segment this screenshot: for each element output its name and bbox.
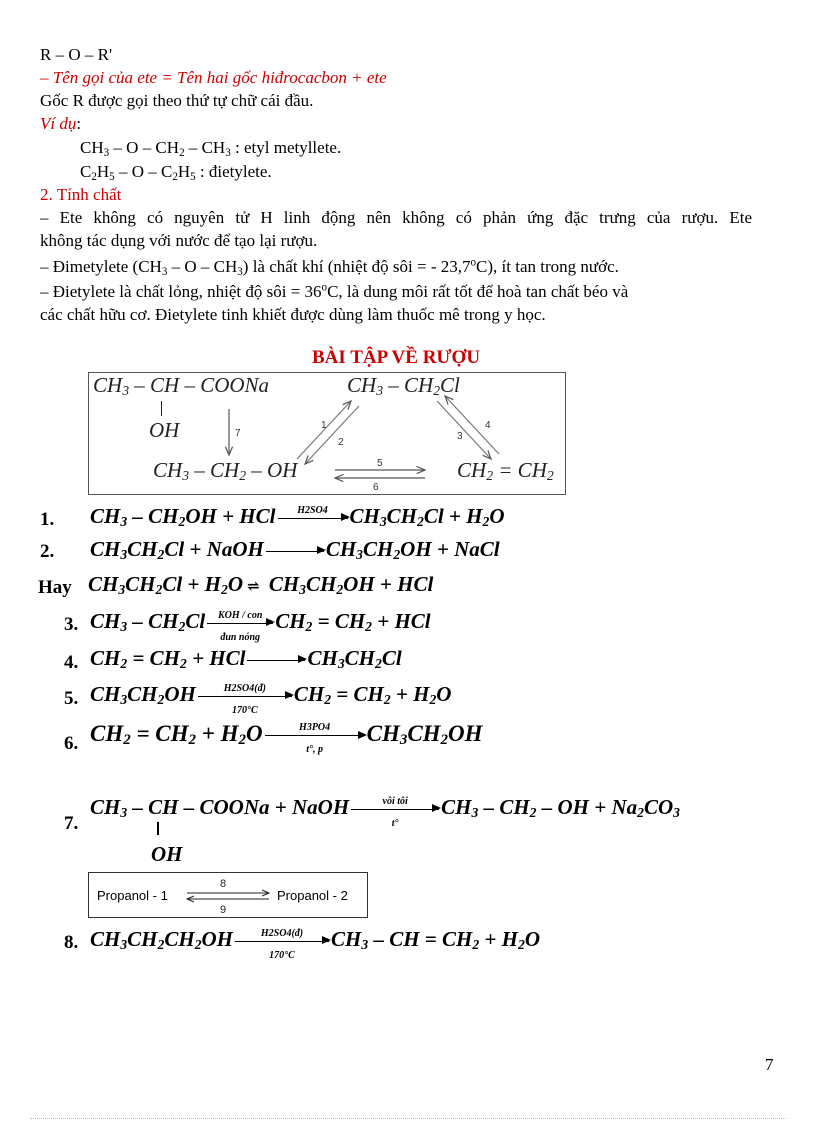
- order-rule: Gốc R được gọi theo thứ tự chữ cái đầu.: [40, 91, 314, 110]
- reaction-5-number: 5.: [64, 688, 79, 709]
- scheme-oh: OH: [149, 418, 180, 442]
- propanol-box: [88, 872, 368, 918]
- scheme-label-6: 6: [373, 482, 379, 493]
- reaction-4: $CH_2 = CH_2$ + HCl $CH_3CH_2Cl$: [90, 646, 402, 671]
- reaction-6-number: 6.: [64, 733, 79, 754]
- page-number: 7: [765, 1055, 774, 1074]
- scheme-ethylene: $CH_2 = CH_2$: [457, 458, 554, 483]
- page-bottom-divider: [30, 1118, 786, 1119]
- example-2: $C_2H_5$ – O – $C_2H_5$ : đietylete.: [80, 162, 272, 183]
- properties-p3-line2: các chất hữu cơ. Đietylete tinh khiết được dùng làm thuốc mê trong y học.: [40, 305, 546, 324]
- exercise-title: BÀI TẬP VỀ RƯỢU: [312, 347, 481, 368]
- properties-heading: 2. Tính chất: [40, 185, 122, 204]
- propanol-label-9: 9: [220, 904, 227, 916]
- reaction-5: $CH_3CH_2OH$ $\frac{H2SO4(đ)}{170^\circ C}$ $CH_2 = CH_2 + H_2O$: [90, 682, 452, 716]
- scheme-label-3: 3: [457, 431, 463, 442]
- general-formula: R – O – R': [40, 45, 113, 64]
- scheme-arrows: [89, 373, 567, 496]
- scheme-ethanol: $CH_3 - CH_2$ – OH: [153, 458, 298, 483]
- scheme-label-4: 4: [485, 420, 491, 431]
- propanol-1: Propanol - 1: [97, 888, 168, 903]
- properties-p1-line2: không tác dụng với nước để tạo lại rượu.: [40, 231, 318, 250]
- properties-p1-line1: – Ete không có nguyên tử H linh động nên không có phản ứng đặc trưng của rượu. Ete: [40, 208, 752, 227]
- properties-p2: – Đimetylete ($CH_3$ – O – $CH_3$) là chất khí (nhiệt độ sôi = - 23,7$^o$C), ít tan trong nước.: [40, 256, 619, 278]
- reaction-2-number: 2.: [40, 541, 55, 562]
- propanol-2: Propanol - 2: [277, 888, 348, 903]
- reaction-scheme: [88, 372, 566, 495]
- reaction-7-oh: OH: [151, 842, 183, 866]
- reaction-7-number: 7.: [64, 813, 79, 834]
- scheme-arrow-4: [445, 396, 499, 454]
- scheme-sodium-lactate: $CH_3$ – CH – COONa: [93, 373, 270, 398]
- propanol-label-8: 8: [220, 878, 227, 890]
- example-1: $CH_3$ – O – $CH_2 - CH_3$ : etyl metyllete.: [80, 138, 342, 159]
- reaction-7: $CH_3$ – CH – COONa + NaOH vôi tôi t° $CH_3 - CH_2$ – OH + $Na_2CO_3$: [90, 795, 680, 829]
- example-2-name: : đietylete.: [199, 162, 272, 181]
- reaction-2: $CH_3CH_2Cl$ + NaOH $CH_3CH_2OH$ + NaCl: [90, 537, 500, 562]
- naming-rule: – Tên gọi của ete = Tên hai gốc hiđrocacbon + ete: [40, 68, 387, 87]
- reaction-4-number: 4.: [64, 652, 79, 673]
- reaction-2b: $CH_3CH_2Cl + H_2O$ ⇌ $CH_3CH_2OH$ + HCl: [88, 572, 434, 597]
- reaction-7-bond: [157, 822, 159, 835]
- reaction-8-number: 8.: [64, 932, 79, 953]
- reaction-6: $CH_2 = CH_2 + H_2O$ $\frac{H3PO4}{t^\circ, p}$ $CH_3CH_2OH$: [90, 721, 483, 756]
- reaction-3-number: 3.: [64, 614, 79, 635]
- scheme-label-2: 2: [338, 437, 344, 448]
- example-label: Ví dụ:: [40, 114, 82, 133]
- propanol-arrows: [89, 873, 369, 919]
- properties-p3-line1: – Đietylete là chất lỏng, nhiệt độ sôi = $36^oC$, là dung môi rất tốt để hoà tan chất béo và: [40, 281, 629, 301]
- scheme-label-1: 1: [321, 420, 327, 431]
- scheme-label-7: 7: [235, 428, 241, 439]
- scheme-ethyl-chloride: $CH_3 - CH_2Cl$: [347, 373, 460, 398]
- hay-label: Hay: [38, 577, 72, 598]
- reaction-1-number: 1.: [40, 509, 55, 530]
- reaction-1: $CH_3 - CH_2OH$ + HCl H2SO4 $CH_3CH_2Cl + H_2O$: [90, 504, 505, 529]
- example-1-name: : etyl metyllete.: [235, 138, 342, 157]
- reaction-3: $CH_3 - CH_2Cl$ KOH / con đun nóng $CH_2 = CH_2$ + HCl: [90, 609, 431, 643]
- scheme-label-5: 5: [377, 458, 383, 469]
- reaction-8: $CH_3CH_2CH_2OH$ $\frac{H2SO4(đ)}{170^\circ C}$ $CH_3$ – CH = $CH_2 + H_2O$: [90, 927, 540, 961]
- scheme-arrow-3: [437, 401, 491, 459]
- scheme-arrow-2: [305, 406, 359, 464]
